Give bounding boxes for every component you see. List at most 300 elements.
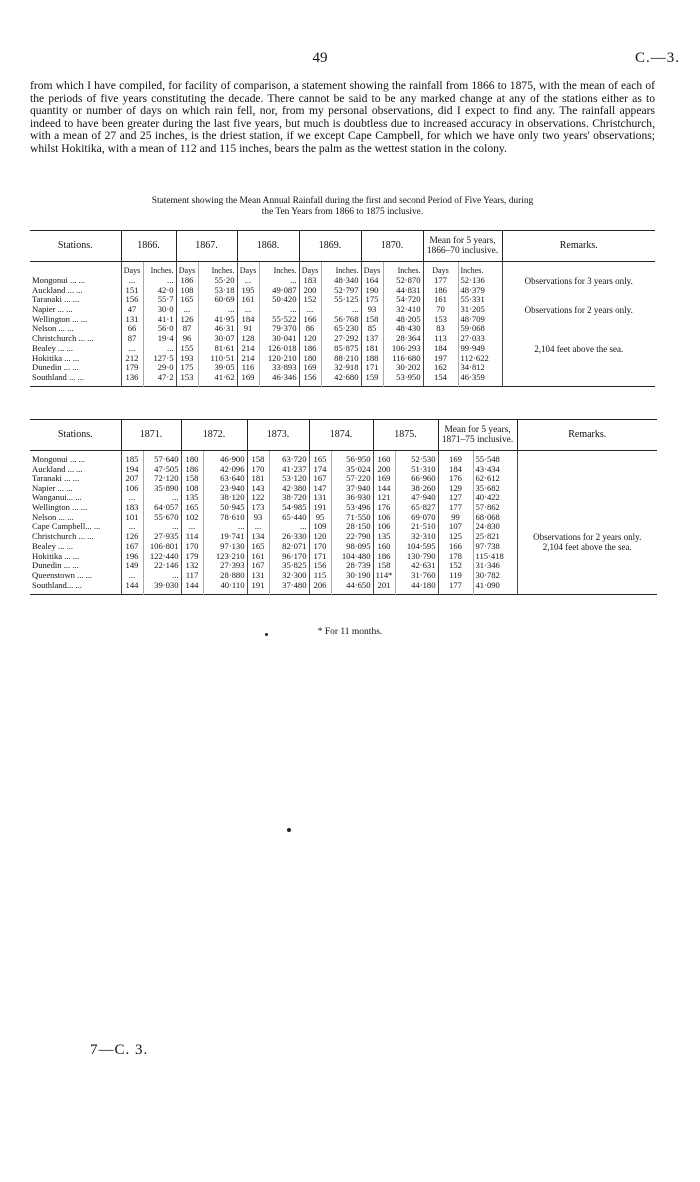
inches-cell: 52·136 [458,276,502,286]
inches-cell: 27·292 [321,334,361,344]
inches-cell: 54·985 [269,503,309,513]
inches-cell: 120·210 [259,354,299,364]
days-cell: 131 [247,571,269,581]
inches-cell: 26·330 [269,532,309,542]
remarks-cell [517,513,657,523]
days-cell: 167 [247,561,269,571]
inches-cell: 115·418 [473,552,517,562]
table-row [30,373,655,387]
remarks-cell [517,581,657,595]
column-header-year: 1867. [176,231,237,262]
caption-line-1: Statement showing the Mean Annual Rainfall during the first and second Period of Five Years, during [151,196,534,206]
days-cell: 144 [121,581,143,595]
column-header-stations: Stations. [30,231,121,262]
station-name: Southland ... ... [32,372,85,382]
days-cell: 170 [181,542,203,552]
days-cell: 136 [121,373,143,387]
days-cell: 107 [438,522,473,532]
inches-cell: 81·61 [198,344,237,354]
days-cell: 158 [373,561,395,571]
table-row [30,334,655,344]
remarks-cell: 2,104 feet above the sea. [502,344,655,354]
inches-cell: 65·827 [395,503,438,513]
remarks-cell [517,455,657,465]
days-cell: 185 [121,455,143,465]
inches-cell: 38·120 [203,493,247,503]
days-cell: 174 [309,465,331,475]
inches-cell: 19·741 [203,532,247,542]
days-cell: 101 [121,513,143,523]
days-cell: ... [121,276,143,286]
station-name: Taranaki ... ... [32,295,80,305]
days-cell: ... [121,344,143,354]
inches-cell: 52·797 [321,286,361,296]
speck-mark [265,633,268,636]
days-cell: 87 [121,334,143,344]
inches-cell: 48·430 [383,324,423,334]
days-cell: 179 [121,363,143,373]
inches-cell: 104·595 [395,542,438,552]
column-header-year: 1874. [309,420,373,451]
table-row [30,344,655,354]
inches-cell: 57·640 [143,455,181,465]
remarks-cell [502,354,655,364]
days-cell: 156 [299,373,321,387]
days-cell: 125 [438,532,473,542]
days-cell: 188 [361,354,383,364]
days-cell: 169 [237,373,259,387]
inches-cell: 112·622 [458,354,502,364]
inches-cell: 79·370 [259,324,299,334]
subheader-inches: Inches. [259,262,299,276]
days-cell: 119 [438,571,473,581]
days-cell: 135 [181,493,203,503]
station-name: Auckland ... ... [32,285,83,295]
station-name: Napier ... ... [32,304,73,314]
days-cell: 47 [121,305,143,315]
inches-cell: 42·096 [203,465,247,475]
days-cell: 144 [373,484,395,494]
inches-cell: 28·739 [331,561,373,571]
days-cell: 153 [176,373,198,387]
inches-cell: 41·95 [198,315,237,325]
days-cell: 169 [299,363,321,373]
days-cell: 158 [247,455,269,465]
days-cell: ... [237,276,259,286]
remarks-cell [502,334,655,344]
column-header-stations: Stations. [30,420,121,451]
days-cell: 161 [247,552,269,562]
subheader-days: Days [299,262,321,276]
days-cell: 95 [309,513,331,523]
station-name: Wanganui... ... [32,493,82,503]
days-cell: 193 [176,354,198,364]
inches-cell: 55·125 [321,295,361,305]
days-cell: 207 [121,474,143,484]
inches-cell: 127·5 [143,354,176,364]
remarks-cell: Observations for 3 years only. [502,276,655,286]
inches-cell: 50·420 [259,295,299,305]
table-row [30,484,657,494]
body-paragraph: from which I have compiled, for facility of comparison, a statement showing the rainfall from 1866 to 1875, with the mean of each of the periods of five years constituting the decade. There cannot be said to be any marked change at any of the stations either as to quantity or number of days on which rain fell, nor, from my personal observations, did I expect to find any. The rainfall appears indeed to have been greater during the last five years, but much is doubtless due to increased accuracy in observations. Christchurch, with a mean of 27 and 25 inches, is the driest station, if we except Cape Campbell, for which we have only two years' observations; whilst Hokitika, with a mean of 112 and 115 inches, bears the palm as the wettest station in the colony. [30,79,655,155]
days-cell: 131 [309,493,331,503]
inches-cell: ... [259,276,299,286]
days-cell: 66 [121,324,143,334]
table-row [30,503,657,513]
inches-cell: 96·170 [269,552,309,562]
days-cell: 108 [181,484,203,494]
days-cell: 131 [121,315,143,325]
inches-cell: 56·0 [143,324,176,334]
inches-cell: 98·095 [331,542,373,552]
days-cell: 115 [309,571,331,581]
days-cell: 135 [373,532,395,542]
rainfall-table-1866-1870 [30,230,655,387]
subheader-days: Days [176,262,198,276]
days-cell: 161 [237,295,259,305]
inches-cell: 27·935 [143,532,181,542]
remarks-cell: Observations for 2 years only. [502,305,655,315]
days-cell: 159 [361,373,383,387]
inches-cell: 52·870 [383,276,423,286]
remarks-cell: Observations for 2 years only. [517,532,657,542]
inches-cell: 52·530 [395,455,438,465]
days-cell: 186 [176,276,198,286]
table-row [30,465,657,475]
inches-cell: 53·18 [198,286,237,296]
days-cell: 152 [438,561,473,571]
days-cell: 206 [309,581,331,595]
inches-cell: 65·440 [269,513,309,523]
days-cell: 162 [423,363,458,373]
inches-cell: 19·4 [143,334,176,344]
inches-cell: 82·071 [269,542,309,552]
days-cell: ... [237,305,259,315]
days-cell: 85 [361,324,383,334]
inches-cell: 41·090 [473,581,517,595]
inches-cell: 57·862 [473,503,517,513]
days-cell: 161 [423,295,458,305]
table-row [30,276,655,286]
inches-cell: 44·180 [395,581,438,595]
remarks-cell [502,315,655,325]
remarks-cell [502,363,655,373]
inches-cell: 63·640 [203,474,247,484]
column-header-year: 1872. [181,420,247,451]
remarks-cell: 2,104 feet above the sea. [517,542,657,552]
station-name: Nelson ... ... [32,512,74,522]
inches-cell: 63·720 [269,455,309,465]
remarks-cell [517,484,657,494]
inches-cell: 55·20 [198,276,237,286]
inches-cell: 35·682 [473,484,517,494]
inches-cell: 37·480 [269,581,309,595]
inches-cell: 30·0 [143,305,176,315]
days-cell: 165 [181,503,203,513]
inches-cell: 40·110 [203,581,247,595]
inches-cell: 59·068 [458,324,502,334]
subheader-inches: Inches. [321,262,361,276]
inches-cell: 43·434 [473,465,517,475]
subheader-days: Days [423,262,458,276]
days-cell: 126 [121,532,143,542]
inches-cell: 55·522 [259,315,299,325]
inches-cell: 35·825 [269,561,309,571]
inches-cell: 30·190 [331,571,373,581]
inches-cell: 41·62 [198,373,237,387]
inches-cell: ... [269,522,309,532]
table-row [30,513,657,523]
station-name: Dunedin ... ... [32,363,79,373]
footnote: * For 11 months. [317,627,383,637]
days-cell: 132 [181,561,203,571]
days-cell: 152 [299,295,321,305]
inches-cell: ... [143,571,181,581]
inches-cell: 47·2 [143,373,176,387]
inches-cell: 53·950 [383,373,423,387]
inches-cell: ... [259,305,299,315]
inches-cell: 55·331 [458,295,502,305]
station-name: Nelson ... ... [32,324,74,334]
days-cell: 194 [121,465,143,475]
inches-cell: 31·346 [473,561,517,571]
table-row [30,286,655,296]
remarks-cell [502,373,655,387]
inches-cell: 42·631 [395,561,438,571]
remarks-cell [517,561,657,571]
inches-cell: 62·612 [473,474,517,484]
inches-cell: ... [143,522,181,532]
days-cell: 214 [237,354,259,364]
days-cell: 166 [299,315,321,325]
table-row [30,455,657,465]
days-cell: 165 [247,542,269,552]
inches-cell: 71·550 [331,513,373,523]
inches-cell: 55·670 [143,513,181,523]
inches-cell: 68·068 [473,513,517,523]
inches-cell: 99·949 [458,344,502,354]
inches-cell: 38·260 [395,484,438,494]
inches-cell: 30·782 [473,571,517,581]
days-cell: 117 [181,571,203,581]
station-name: Auckland ... ... [32,464,83,474]
days-cell: 171 [361,363,383,373]
days-cell: 160 [373,455,395,465]
station-name: Queenstown ... ... [32,570,93,580]
remarks-cell [517,571,657,581]
table-caption [30,196,655,218]
table-row [30,542,657,552]
inches-cell: 49·087 [259,286,299,296]
days-cell: 114* [373,571,395,581]
remarks-cell [517,493,657,503]
table-row [30,522,657,532]
inches-cell: 66·960 [395,474,438,484]
station-name: Dunedin ... ... [32,561,79,571]
inches-cell: 50·945 [203,503,247,513]
inches-cell: 21·510 [395,522,438,532]
days-cell: 186 [181,465,203,475]
inches-cell: ... [143,493,181,503]
inches-cell: ... [321,305,361,315]
days-cell: 86 [299,324,321,334]
inches-cell: 48·709 [458,315,502,325]
page-number: 49 [312,50,328,66]
days-cell: 155 [176,344,198,354]
column-header-remarks: Remarks. [517,420,657,451]
inches-cell: ... [198,305,237,315]
days-cell: 197 [423,354,458,364]
days-cell: 166 [438,542,473,552]
days-cell: 106 [373,522,395,532]
days-cell: 126 [176,315,198,325]
days-cell: 144 [181,581,203,595]
subheader-days: Days [237,262,259,276]
column-header-year: 1873. [247,420,309,451]
remarks-cell [502,324,655,334]
remarks-cell [517,474,657,484]
station-name: Taranaki ... ... [32,474,80,484]
inches-cell: 130·790 [395,552,438,562]
table-row [30,493,657,503]
inches-cell: 122·440 [143,552,181,562]
days-cell: ... [121,571,143,581]
inches-cell: 78·610 [203,513,247,523]
days-cell: 93 [361,305,383,315]
station-name: Christchurch ... ... [32,531,94,541]
days-cell: ... [247,522,269,532]
days-cell: 175 [361,295,383,305]
table-row [30,363,655,373]
inches-cell: 35·024 [331,465,373,475]
inches-cell: 32·410 [383,305,423,315]
inches-cell: 47·940 [395,493,438,503]
inches-cell: 30·07 [198,334,237,344]
table-row [30,315,655,325]
column-header-mean: Mean for 5 years, 1866–70 inclusive. [423,231,502,262]
days-cell: 191 [309,503,331,513]
inches-cell: 72·120 [143,474,181,484]
days-cell: 154 [423,373,458,387]
days-cell: 156 [309,561,331,571]
subheader-inches: Inches. [143,262,176,276]
inches-cell: 48·379 [458,286,502,296]
rainfall-table-1871-1875 [30,419,657,595]
days-cell: 177 [438,581,473,595]
inches-cell: 30·041 [259,334,299,344]
days-cell: 183 [121,503,143,513]
inches-cell: 22·790 [331,532,373,542]
station-name: Wellington ... ... [32,314,88,324]
days-cell: 165 [176,295,198,305]
table-row [30,474,657,484]
inches-cell: 56·768 [321,315,361,325]
days-cell: 134 [247,532,269,542]
days-cell: 181 [247,474,269,484]
days-cell: 176 [438,474,473,484]
inches-cell: 28·880 [203,571,247,581]
days-cell: 120 [309,532,331,542]
table-row [30,354,655,364]
inches-cell: 27·393 [203,561,247,571]
days-cell: 147 [309,484,331,494]
days-cell: 121 [373,493,395,503]
days-cell: 176 [373,503,395,513]
days-cell: 200 [299,286,321,296]
subheader-days: Days [121,262,143,276]
inches-cell: 51·310 [395,465,438,475]
inches-cell: 29·0 [143,363,176,373]
days-cell: 178 [438,552,473,562]
inches-cell: 23·940 [203,484,247,494]
days-cell: 184 [423,344,458,354]
inches-cell: 33·893 [259,363,299,373]
inches-cell: 53·496 [331,503,373,513]
inches-cell: ... [203,522,247,532]
inches-cell: 64·057 [143,503,181,513]
inches-cell: 30·202 [383,363,423,373]
inches-cell: 28·364 [383,334,423,344]
inches-cell: 48·205 [383,315,423,325]
inches-cell: 104·480 [331,552,373,562]
inches-cell: 123·210 [203,552,247,562]
inches-cell: 39·05 [198,363,237,373]
days-cell: 196 [121,552,143,562]
days-cell: 167 [309,474,331,484]
days-cell: 153 [423,315,458,325]
station-name: Christchurch ... ... [32,333,94,343]
days-cell: 158 [361,315,383,325]
inches-cell: 41·237 [269,465,309,475]
station-name: Southland... ... [32,580,82,590]
table-row [30,571,657,581]
inches-cell: 57·220 [331,474,373,484]
inches-cell: 32·300 [269,571,309,581]
inches-cell: 28·150 [331,522,373,532]
column-header-remarks: Remarks. [502,231,655,262]
days-cell: 83 [423,324,458,334]
subheader-inches: Inches. [458,262,502,276]
days-cell: 170 [247,465,269,475]
days-cell: 143 [247,484,269,494]
days-cell: 180 [181,455,203,465]
inches-cell: 44·650 [331,581,373,595]
station-name: Hokitika ... ... [32,353,80,363]
days-cell: 169 [438,455,473,465]
inches-cell: 38·720 [269,493,309,503]
inches-cell: 42·0 [143,286,176,296]
days-cell: 106 [373,513,395,523]
subheader-inches: Inches. [198,262,237,276]
table-row [30,552,657,562]
inches-cell: 41·1 [143,315,176,325]
inches-cell: ... [143,344,176,354]
remarks-cell [502,295,655,305]
days-cell: 181 [361,344,383,354]
days-cell: 169 [373,474,395,484]
days-cell: 186 [373,552,395,562]
days-cell: 186 [299,344,321,354]
days-cell: 177 [438,503,473,513]
days-cell: 167 [121,542,143,552]
station-name: Wellington ... ... [32,502,88,512]
days-cell: 156 [121,295,143,305]
remarks-cell [502,286,655,296]
page-signature: 7—C. 3. [90,1042,149,1058]
inches-cell: 48·340 [321,276,361,286]
remarks-cell [517,465,657,475]
inches-cell: ... [143,276,176,286]
